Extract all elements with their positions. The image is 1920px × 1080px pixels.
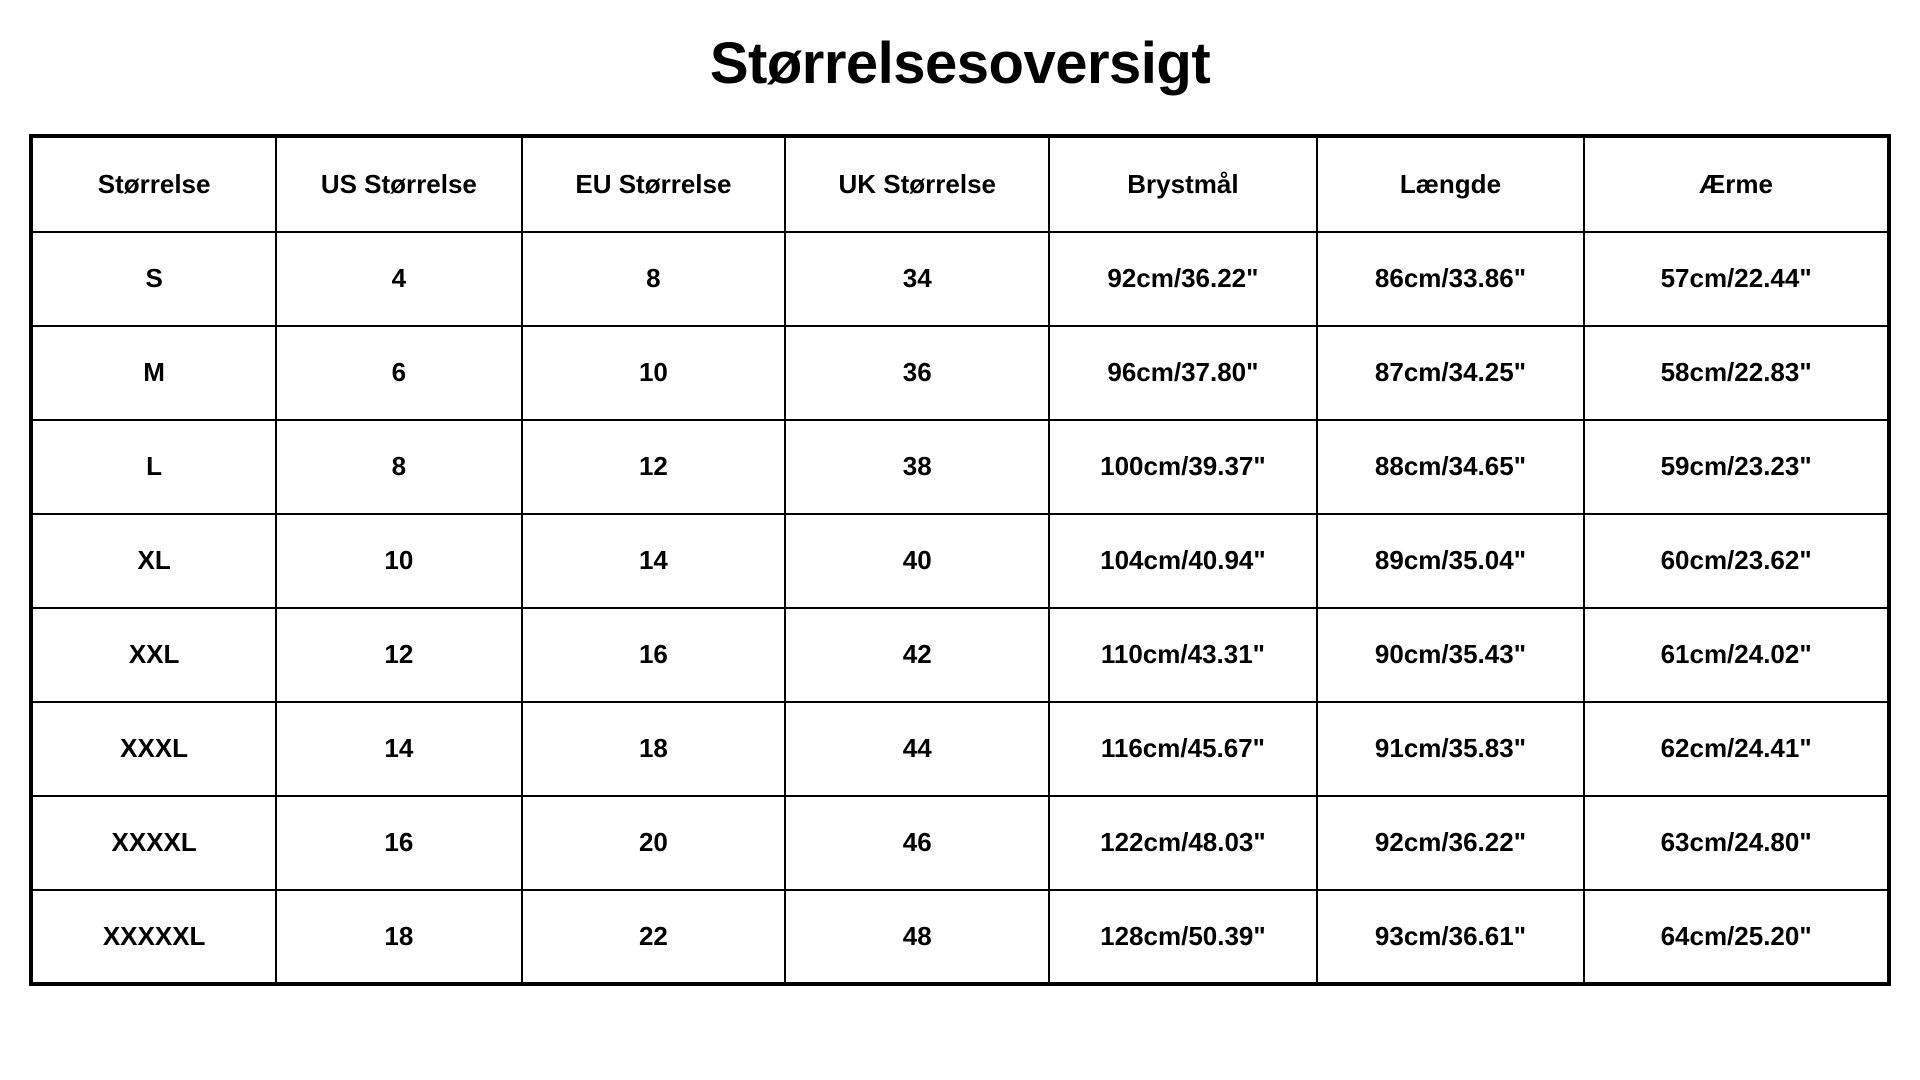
- table-cell: 86cm/33.86": [1317, 232, 1585, 326]
- table-header: [31, 136, 1889, 232]
- size-chart-page: [0, 32, 1920, 1080]
- table-cell: 110cm/43.31": [1049, 608, 1317, 702]
- table-row: [31, 796, 1889, 890]
- table-row: [31, 890, 1889, 984]
- table-cell: 20: [522, 796, 786, 890]
- table-cell: 22: [522, 890, 786, 984]
- size-label-cell: XXXXL: [31, 796, 276, 890]
- table-cell: 16: [276, 796, 521, 890]
- table-cell: 104cm/40.94": [1049, 514, 1317, 608]
- table-cell: 90cm/35.43": [1317, 608, 1585, 702]
- table-cell: 12: [522, 420, 786, 514]
- table-cell: 36: [785, 326, 1049, 420]
- table-cell: 122cm/48.03": [1049, 796, 1317, 890]
- table-cell: 92cm/36.22": [1317, 796, 1585, 890]
- page-title: Størrelsesoversigt: [709, 31, 1211, 96]
- table-cell: 92cm/36.22": [1049, 232, 1317, 326]
- table-cell: 8: [276, 420, 521, 514]
- table-cell: 4: [276, 232, 521, 326]
- table-cell: 40: [785, 514, 1049, 608]
- table-row: [31, 420, 1889, 514]
- table-cell: 116cm/45.67": [1049, 702, 1317, 796]
- table-column-header: UK Størrelse: [785, 136, 1049, 232]
- table-cell: 42: [785, 608, 1049, 702]
- table-header-row: [31, 136, 1889, 232]
- table-cell: 62cm/24.41": [1584, 702, 1889, 796]
- size-label-cell: XXL: [31, 608, 276, 702]
- table-cell: 64cm/25.20": [1584, 890, 1889, 984]
- table-column-header: EU Størrelse: [522, 136, 786, 232]
- table-cell: 18: [276, 890, 521, 984]
- size-label-cell: XXXL: [31, 702, 276, 796]
- table-cell: 63cm/24.80": [1584, 796, 1889, 890]
- table-column-header: Ærme: [1584, 136, 1889, 232]
- table-cell: 14: [522, 514, 786, 608]
- table-row: [31, 702, 1889, 796]
- table-cell: 48: [785, 890, 1049, 984]
- table-cell: 88cm/34.65": [1317, 420, 1585, 514]
- table-cell: 38: [785, 420, 1049, 514]
- size-label-cell: M: [31, 326, 276, 420]
- size-label-cell: S: [31, 232, 276, 326]
- table-cell: 93cm/36.61": [1317, 890, 1585, 984]
- table-column-header: Brystmål: [1049, 136, 1317, 232]
- table-cell: 34: [785, 232, 1049, 326]
- table-column-header: Længde: [1317, 136, 1585, 232]
- size-table-container: [29, 134, 1891, 986]
- size-label-cell: XL: [31, 514, 276, 608]
- table-cell: 87cm/34.25": [1317, 326, 1585, 420]
- table-cell: 44: [785, 702, 1049, 796]
- table-cell: 18: [522, 702, 786, 796]
- table-cell: 10: [276, 514, 521, 608]
- table-cell: 58cm/22.83": [1584, 326, 1889, 420]
- table-row: [31, 608, 1889, 702]
- table-cell: 6: [276, 326, 521, 420]
- table-row: [31, 514, 1889, 608]
- table-cell: 8: [522, 232, 786, 326]
- table-cell: 12: [276, 608, 521, 702]
- table-row: [31, 232, 1889, 326]
- table-cell: 61cm/24.02": [1584, 608, 1889, 702]
- size-label-cell: XXXXXL: [31, 890, 276, 984]
- table-cell: 46: [785, 796, 1049, 890]
- table-body: [31, 232, 1889, 984]
- table-cell: 16: [522, 608, 786, 702]
- size-table: [29, 134, 1891, 986]
- table-column-header: Størrelse: [31, 136, 276, 232]
- table-column-header: US Størrelse: [276, 136, 521, 232]
- table-cell: 14: [276, 702, 521, 796]
- table-cell: 60cm/23.62": [1584, 514, 1889, 608]
- table-cell: 96cm/37.80": [1049, 326, 1317, 420]
- table-cell: 59cm/23.23": [1584, 420, 1889, 514]
- table-cell: 100cm/39.37": [1049, 420, 1317, 514]
- table-cell: 10: [522, 326, 786, 420]
- size-label-cell: L: [31, 420, 276, 514]
- table-cell: 57cm/22.44": [1584, 232, 1889, 326]
- table-cell: 89cm/35.04": [1317, 514, 1585, 608]
- table-row: [31, 326, 1889, 420]
- table-cell: 91cm/35.83": [1317, 702, 1585, 796]
- table-cell: 128cm/50.39": [1049, 890, 1317, 984]
